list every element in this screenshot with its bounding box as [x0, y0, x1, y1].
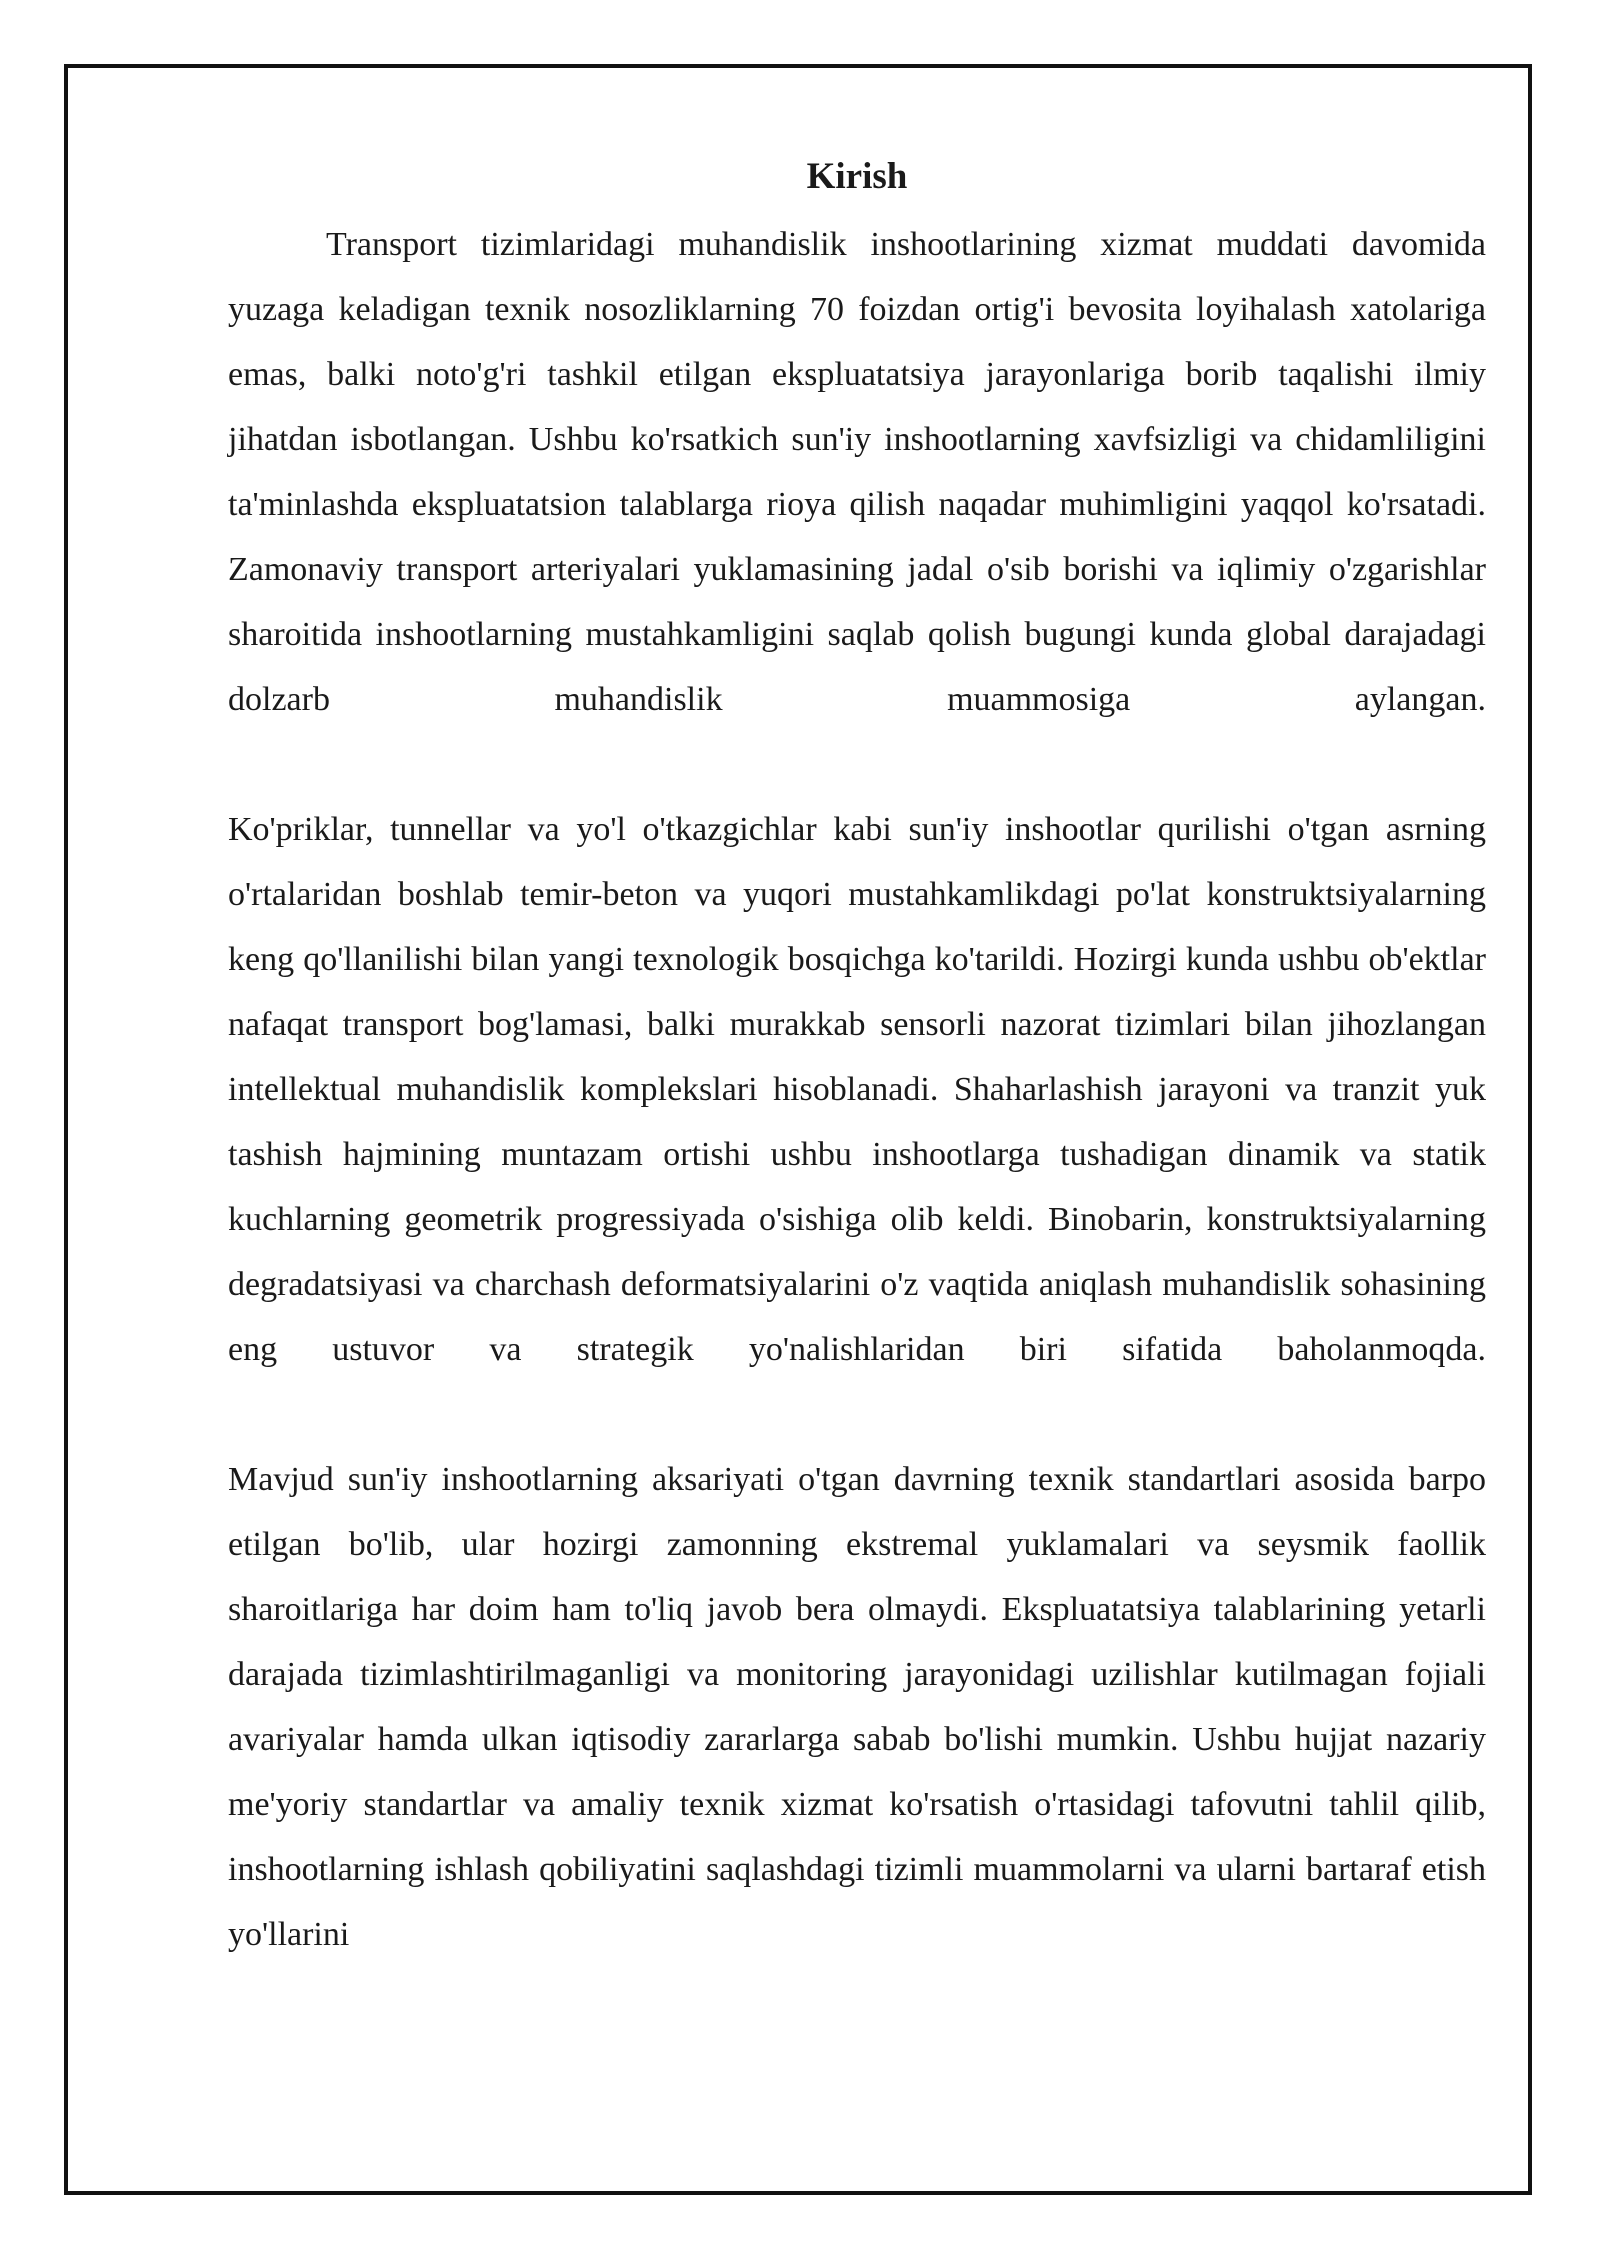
paragraph-gap — [228, 732, 1486, 797]
paragraph-gap — [228, 1382, 1486, 1447]
paragraph-3: Mavjud sun'iy inshootlarning aksariyati o'tgan davrning texnik standartlari asosida barpo etilgan bo'lib, ular hozirgi zamonning ekstremal yuklamalari va seysmik faollik sharoitlariga har doim ham to'liq javob bera olmaydi. Ekspluatatsiya talablarining yetarli darajada tizimlashtirilmaganligi va monitoring jarayonidagi uzilishlar kutilmagan fojiali avariyalar hamda ulkan iqtisodiy zararlarga sabab bo'lishi mumkin. Ushbu hujjat nazariy me'yoriy standartlar va amaliy texnik xizmat ko'rsatish o'rtasidagi tafovutni tahlil qilib, inshootlarning ishlash qobiliyatini saqlashdagi tizimli muammolarni va ularni bartaraf etish yo'llarini — [228, 1461, 1486, 1953]
document-body — [228, 148, 1486, 1967]
paragraph-1: Transport tizimlaridagi muhandislik inshootlarining xizmat muddati davomida yuzaga keladigan texnik nosozliklarning 70 foizdan ortig'i bevosita loyihalash xatolariga emas, balki noto'g'ri tashkil etilgan ekspluatatsiya jarayonlariga borib taqalishi ilmiy jihatdan isbotlangan. Ushbu ko'rsatkich sun'iy inshootlarning xavfsizligi va chidamliligini ta'minlashda ekspluatatsion talablarga rioya qilish naqadar muhimligini yaqqol ko'rsatadi. Zamonaviy transport arteriyalari yuklamasining jadal o'sib borishi va iqlimiy o'zgarishlar sharoitida inshootlarning mustahkamligini saqlab qolish bugungi kunda global darajadagi dolzarb muhandislik muammosiga aylangan. — [228, 226, 1486, 718]
document-title: Kirish — [806, 156, 908, 197]
paragraph-2: Ko'priklar, tunnellar va yo'l o'tkazgichlar kabi sun'iy inshootlar qurilishi o'tgan asrning o'rtalaridan boshlab temir-beton va yuqori mustahkamlikdagi po'lat konstruktsiyalarning keng qo'llanilishi bilan yangi texnologik bosqichga ko'tarildi. Hozirgi kunda ushbu ob'ektlar nafaqat transport bog'lamasi, balki murakkab sensorli nazorat tizimlari bilan jihozlangan intellektual muhandislik komplekslari hisoblanadi. Shaharlashish jarayoni va tranzit yuk tashish hajmining muntazam ortishi ushbu inshootlarga tushadigan dinamik va statik kuchlarning geometrik progressiyada o'sishiga olib keldi. Binobarin, konstruktsiyalarning degradatsiyasi va charchash deformatsiyalarini o'z vaqtida aniqlash muhandislik sohasining eng ustuvor va strategik yo'nalishlaridan biri sifatida baholanmoqda. — [228, 811, 1486, 1368]
